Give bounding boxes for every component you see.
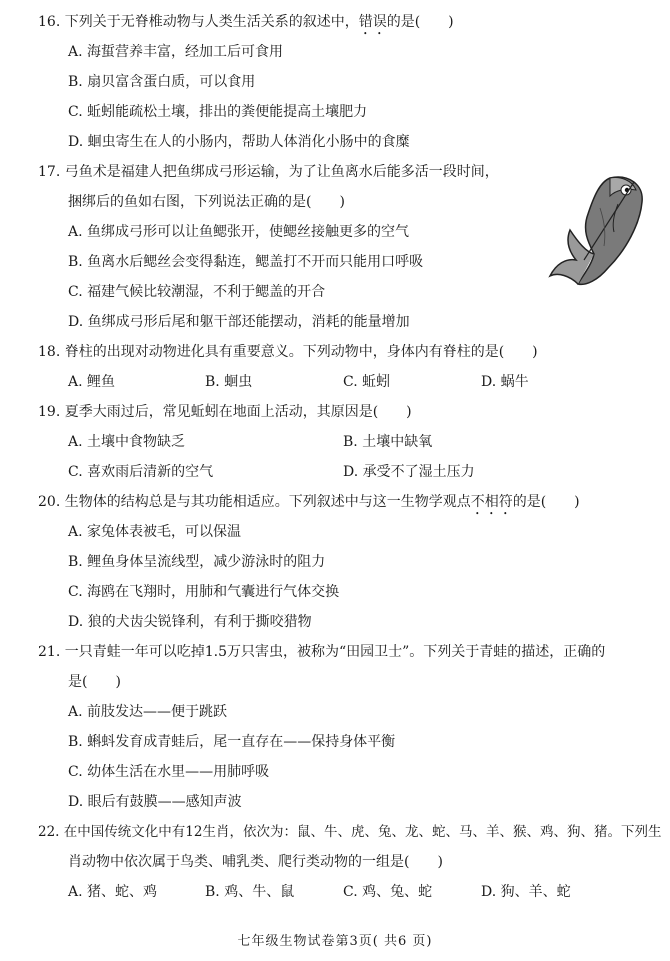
question-22-option-d: D. 狗、羊、蛇 [481, 884, 571, 900]
question-22-option-b: B. 鸡、牛、鼠 [205, 884, 295, 900]
page-footer: 七年级生物试卷第3页( 共6 页) [237, 934, 433, 949]
question-17-option-d: D. 鱼绑成弓形后尾和躯干部还能摆动，消耗的能量增加 [68, 314, 410, 330]
question-18-option-a: A. 鲤鱼 [68, 374, 116, 390]
question-19-stem: 19. 夏季大雨过后，常见蚯蚓在地面上活动，其原因是( ) [38, 404, 412, 420]
question-17-stem-line2: 捆绑后的鱼如右图，下列说法正确的是( ) [68, 194, 345, 210]
question-18-option-d: D. 蜗牛 [481, 374, 529, 390]
question-20-option-a: A. 家兔体表被毛，可以保温 [68, 524, 242, 540]
question-17-stem-line1: 17. 弓鱼术是福建人把鱼绑成弓形运输，为了让鱼离水后能多活一段时间， [38, 164, 499, 180]
question-18-option-c: C. 蚯蚓 [343, 374, 391, 390]
question-19-option-b: B. 土壤中缺氧 [343, 434, 433, 450]
question-20-option-c: C. 海鸥在飞翔时，用肺和气囊进行气体交换 [68, 584, 340, 600]
emphasis-text: 不相符 [470, 494, 513, 510]
question-17-option-a: A. 鱼绑成弓形可以让鱼鳃张开，使鳃丝接触更多的空气 [68, 224, 410, 240]
question-20-option-b: B. 鲤鱼身体呈流线型，减少游泳时的阻力 [68, 554, 326, 570]
question-16-option-b: B. 扇贝富含蛋白质，可以食用 [68, 74, 256, 90]
question-19-option-c: C. 喜欢雨后清新的空气 [68, 464, 214, 480]
bow-fish-figure [548, 168, 648, 293]
question-19-option-d: D. 承受不了湿土压力 [343, 464, 475, 480]
question-17-option-b: B. 鱼离水后鳃丝会变得黏连，鳃盖打不开而只能用口呼吸 [68, 254, 424, 270]
question-20-stem: 20. 生物体的结构总是与其功能相适应。下列叙述中与这一生物学观点不相符的是( ) [38, 494, 580, 510]
question-22-stem-line1: 22. 在中国传统文化中有12生肖，依次为：鼠、牛、虎、兔、龙、蛇、马、羊、猴、鸡、狗、猪。下列生 [38, 824, 662, 840]
question-22-option-c: C. 鸡、兔、蛇 [343, 884, 433, 900]
question-22-option-a: A. 猪、蛇、鸡 [68, 884, 158, 900]
question-17-option-c: C. 福建气候比较潮湿，不利于鳃盖的开合 [68, 284, 326, 300]
question-16-option-d: D. 蛔虫寄生在人的小肠内，帮助人体消化小肠中的食糜 [68, 134, 410, 150]
emphasis-text: 错误 [358, 14, 387, 30]
question-21-stem-line1: 21. 一只青蛙一年可以吃掉1.5万只害虫，被称为“田园卫士”。下列关于青蛙的描述，正确的 [38, 644, 606, 660]
question-21-stem-line2: 是( ) [68, 674, 121, 690]
question-22-stem-line2: 肖动物中依次属于鸟类、哺乳类、爬行类动物的一组是( ) [68, 854, 443, 870]
question-16-option-a: A. 海蜇营养丰富，经加工后可食用 [68, 44, 284, 60]
question-20-option-d: D. 狼的犬齿尖锐锋利，有利于撕咬猎物 [68, 614, 312, 630]
question-21-option-c: C. 幼体生活在水里——用肺呼吸 [68, 764, 270, 780]
question-16-option-c: C. 蚯蚓能疏松土壤，排出的粪便能提高土壤肥力 [68, 104, 368, 120]
question-18-option-b: B. 蛔虫 [205, 374, 253, 390]
question-21-option-a: A. 前肢发达——便于跳跃 [68, 704, 228, 720]
question-18-stem: 18. 脊柱的出现对动物进化具有重要意义。下列动物中，身体内有脊柱的是( ) [38, 344, 538, 360]
question-16-stem: 16. 下列关于无脊椎动物与人类生活关系的叙述中，错误的是( ) [38, 14, 454, 30]
question-21-option-d: D. 眼后有鼓膜——感知声波 [68, 794, 242, 810]
question-21-option-b: B. 蝌蚪发育成青蛙后，尾一直存在——保持身体平衡 [68, 734, 396, 750]
question-19-option-a: A. 土壤中食物缺乏 [68, 434, 186, 450]
